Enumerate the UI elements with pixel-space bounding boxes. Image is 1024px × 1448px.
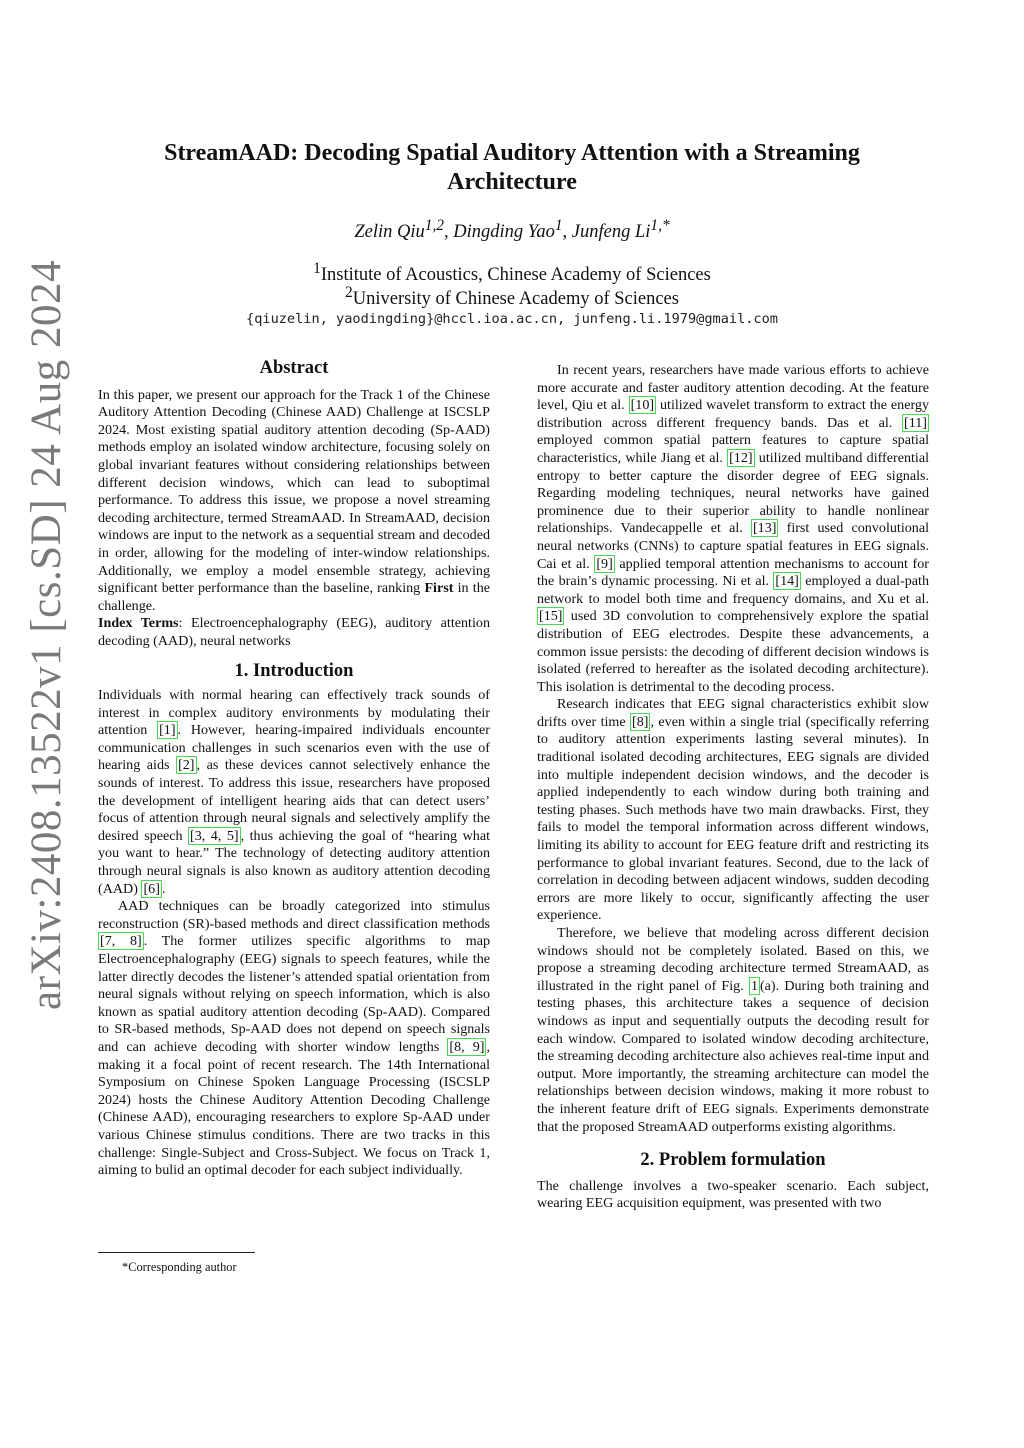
paragraph-text: Individuals with normal hearing can effectively track sounds of interest in complex auditory environments by modulating their attention [98,687,490,739]
citation-link[interactable]: [14] [775,573,799,590]
paragraph-text: AAD techniques can be broadly categorized into stimulus reconstruction (SR)-based methods and direct classification methods [98,898,490,932]
paragraph-text: applied temporal attention mechanisms to account for the brain’s dynamic processing. Ni et al. [537,555,929,590]
abstract-paragraph [98,387,490,616]
abstract-bold-first: First [424,580,454,597]
citation-link[interactable]: [9] [596,555,613,572]
abstract-text: In this paper, we present our approach for the Track 1 of the Chinese Auditory Attention Decoding (Chinese AAD) Challenge at ISCSLP 2024. Most existing spatial auditory attention decoding (Sp-AAD) methods employ an isolated window architecture, focusing solely on global invariant features without considering relationships between different decision windows, which can lead to suboptimal performance. To address this issue, we propose a novel streaming decoding architecture, termed StreamAAD. In StreamAAD, decision windows are input to the network as a sequential stream and decoded in order, allowing for the modeling of inter-window relationships. Additionally, we employ a model ensemble strategy, achieving significant better performance than the baseline, ranking [98,386,490,597]
paragraph-text: first used convolutional neural networks (CNNs) to capture spatial features in EEG signals. Cai et al. [537,520,929,572]
right-paragraph-1 [537,362,929,696]
index-terms-label: Index Terms [98,615,179,632]
right-paragraph-3 [537,925,929,1136]
affiliation-2-text: University of Chinese Academy of Sciences [352,289,679,310]
author-sup: 1,* [650,217,670,234]
index-terms-text: : Electroencephalography (EEG), auditory attention decoding (AAD), neural networks [98,615,490,649]
author-sup: 1,2 [424,217,444,234]
abstract-heading: Abstract [259,358,329,378]
paragraph-text: . [161,880,166,897]
left-column [98,360,490,1180]
paragraph-text: , thus achieving the goal of “hearing what you want to hear.” The technology of detecting auditory attention through neural signals is also known as auditory attention decoding (AAD) [98,827,490,897]
author-name: Dingding Yao [453,222,555,243]
affiliation-2-sup: 2 [345,284,353,301]
abstract-text-end: in the challenge. [98,580,490,614]
introduction-heading: 1. Introduction [234,660,354,681]
citation-link[interactable]: [12] [729,449,753,466]
paragraph-text: used 3D convolution to comprehensively explore the spatial distribution of EEG electrodes. Despite these advancements, a common issue persists: the decoding of different decision windows is isolated (referred to hereafter as the isolated decoding architecture). This isolation is detrimental to the decoding process. [537,608,929,695]
title-line-2: Architecture [447,169,577,195]
paragraph-text: , as these devices cannot selectively enhance the sounds of interest. To address this issue, researchers have proposed the development of intelligent hearing aids that can detect users’ focus of attention through neural signals and selectively amplify the desired speech [98,757,491,844]
citation-link[interactable]: [15] [539,608,563,625]
paragraph-text: In recent years, researchers have made various efforts to achieve more accurate and faster auditory attention decoding. At the feature level, Qiu et al. [537,362,929,414]
citation-link[interactable]: [1] [159,722,176,739]
paragraph-text: (a). During both training and testing phases, this architecture takes a sequence of decision windows as input and sequentially outputs the decoding result for each window. Compared to isolated window decoding architecture, the streaming decoding architecture also achieves real-time input and output. More importantly, the streaming architecture can model the relationships between decision windows, making it more robust to the inherent feature drift of EEG signals. Experiments demonstrate that the proposed StreamAAD outperforms existing algorithms. [537,977,929,1135]
paragraph-text: utilized multiband differential entropy to better capture the disorder degree of EEG signals. Regarding modeling techniques, neural networks have gained prominence due to their superior ability to handle nonlinear relationships. Vandecappelle et al. [537,449,929,537]
footnote-rule [98,1252,255,1253]
affiliation-1-text: Institute of Acoustics, Chinese Academy of Sciences [320,265,711,286]
paragraph-text: , even within a single trial (specifically referring to auditory attention experiments lasting several minutes). In traditional isolated decoding architectures, EEG signals are divided into multiple independent decision windows, and the decoder is applied independently to each window during both training and testing phases. Such methods have two main drawbacks. First, they fails to model the temporal information across different windows, limiting its ability to account for EEG feature drift and restricting its performance to global invariant features. Second, due to the lack of correlation in decoding between adjacent windows, sudden decoding errors are more likely to occur, significantly affecting the user experience. [537,713,929,924]
author-sup: 1 [554,217,563,234]
citation-link[interactable]: [7, 8] [100,933,142,950]
right-paragraph-2 [537,696,929,925]
index-terms [98,615,490,650]
arxiv-side-label: arXiv:2408.13522v1 [cs.SD] 24 Aug 2024 [23,260,70,1010]
paragraph-text: . The former utilizes specific algorithms to map Electroencephalography (EEG) signals to speech features, while the latter directly decodes the listener’s attended spatial orientation from neural signals without relying on speech information, which is also known as spatial auditory attention decoding (Sp-AAD). Compared to SR-based methods, Sp-AAD does not depend on speech signals and can achieve decoding with shorter window lengths [98,933,490,1055]
citation-link[interactable]: [13] [752,520,777,537]
affiliation-1 [120,260,904,286]
paragraph-text: employed common spatial pattern features to capture spatial characteristics, while Jiang et al. [537,432,929,466]
affiliation-2 [120,284,904,310]
paragraph-text: . However, hearing-impaired individuals encounter communication challenges in such scenarios even with the use of hearing aids [98,722,490,774]
paragraph-text: utilized wavelet transform to extract the energy distribution across different frequency bands. Das et al. [537,397,929,431]
paragraph-text: Therefore, we believe that modeling across different decision windows should not be completely isolated. Based on this, we propose a streaming decoding architecture termed StreamAAD, as illustrated in the right panel of Fig. [537,925,929,994]
citation-link[interactable]: [8] [632,713,649,730]
citation-link[interactable]: [8, 9] [449,1038,485,1055]
citation-link[interactable]: [2] [178,757,195,774]
affiliation-1-sup: 1 [313,260,321,277]
problem-paragraph-1: The challenge involves a two-speaker scenario. Each subject, wearing EEG acquisition equipment, was presented with two [537,1177,929,1212]
citation-link[interactable]: [10] [630,397,655,414]
paragraph-text: , making it a focal point of recent research. The 14th International Symposium on Chinese Spoken Language Processing (ISCSLP 2024) hosts the Chinese Auditory Attention Decoding Challenge (Chinese AAD), encouraging researchers to explore Sp-AAD under various Chinese stimulus conditions. There are two tracks in this challenge: Single-Subject and Cross-Subject. We focus on Track 1, aiming to bulid an optimal decoder for each subject individually. [98,1038,491,1179]
author-list: Zelin Qiu$^{1,2}$, Dingding Yao$^1$, Junfeng $Li^{1,*}$ [354,217,670,243]
paper-title [120,139,904,197]
right-column [537,362,929,1213]
paragraph-text: Research indicates that EEG signal characteristics exhibit slow drifts over time [537,696,929,730]
footnote: *Corresponding author [122,1260,237,1274]
intro-paragraph-2 [98,898,490,1180]
problem-formulation-heading: 2. Problem formulation [640,1150,826,1171]
title-line-1: StreamAAD: Decoding Spatial Auditory Attention with a Streaming [164,140,860,166]
citation-link[interactable]: [11] [904,414,927,431]
author-emails: {qiuzelin, yaodingding}@hccl.ioa.ac.cn, junfeng.li.1979@gmail.com [246,311,778,327]
intro-paragraph-1 [98,687,490,898]
citation-link[interactable]: [6] [143,880,160,897]
citation-link[interactable]: 1 [750,977,758,994]
author-name: Zelin Qiu [354,222,425,243]
author-name: Junfeng Li [571,222,651,243]
paragraph-text: employed a dual-path network to model both time and frequency domains, and Xu et al. [537,573,929,607]
citation-link[interactable]: [3, 4, 5] [190,827,239,844]
